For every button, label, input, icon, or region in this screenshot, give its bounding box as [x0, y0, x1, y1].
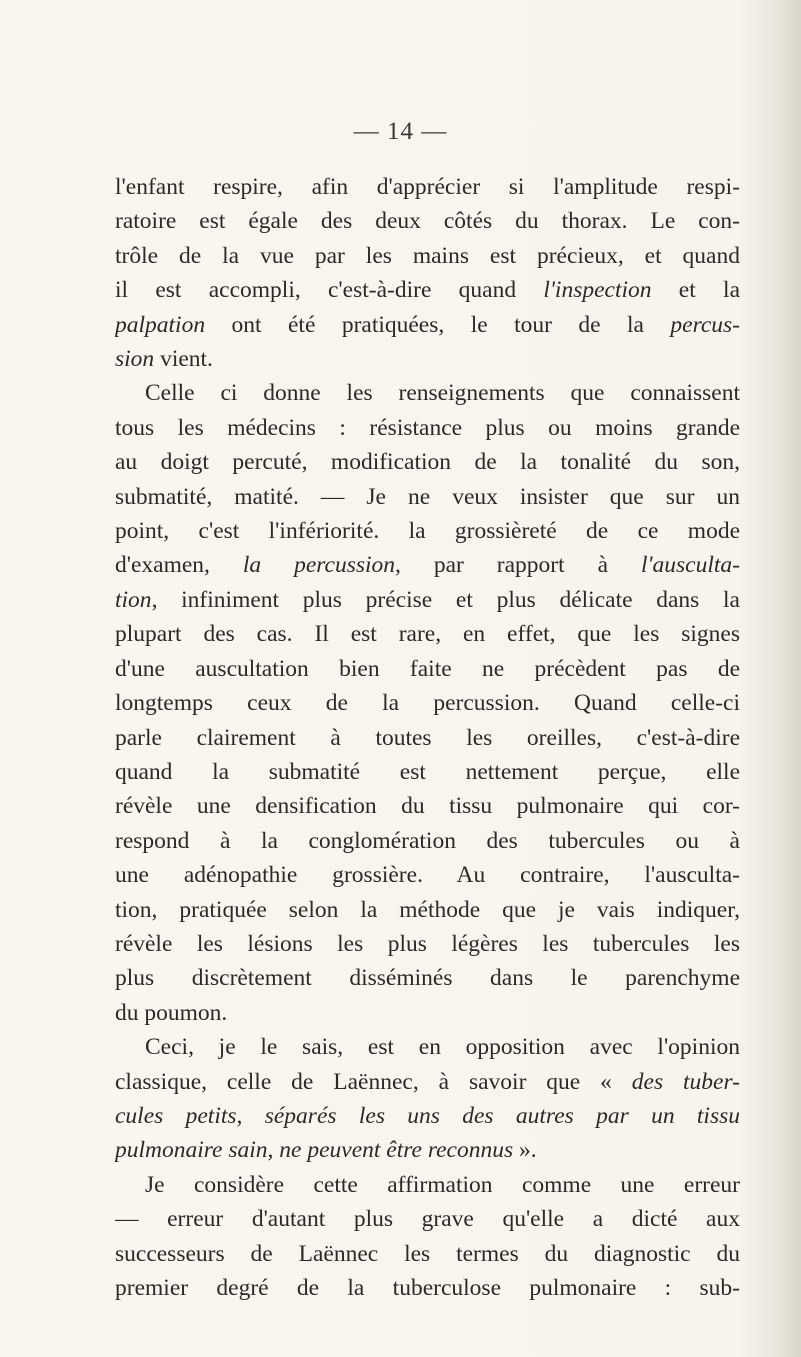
text-run: vient.: [154, 346, 213, 373]
text-run: point, c'est l'infériorité. la grossièreté de ce mode: [115, 518, 740, 545]
body-text: [115, 170, 740, 1305]
text-run: tous les médecins : résistance plus ou moins grande: [115, 414, 740, 441]
italic-run: cules petits: [115, 1102, 237, 1129]
italic-run: pulmonaire sain: [115, 1137, 268, 1164]
text-run: Je considère cette affirmation comme une erreur: [145, 1171, 740, 1198]
text-line: [115, 1030, 740, 1064]
text-line: [115, 652, 740, 686]
italic-run: séparés les uns des autres par un tissu: [264, 1102, 740, 1129]
text-line: [115, 686, 740, 720]
text-run: ratoire est égale des deux côtés du thorax. Le con-: [115, 208, 740, 235]
italic-run: l'inspection: [543, 277, 652, 304]
text-run: respond à la conglomération des tubercules ou à: [115, 827, 740, 854]
text-line: [115, 1133, 740, 1167]
text-run: longtemps ceux de la percussion. Quand celle-ci: [115, 690, 740, 717]
text-run: plupart des cas. Il est rare, en effet, que les signes: [115, 621, 740, 648]
text-line: [115, 927, 740, 961]
text-line: [115, 996, 740, 1030]
text-line: [115, 721, 740, 755]
text-line: [115, 1099, 740, 1133]
text-run: ,: [236, 1102, 265, 1129]
text-run: parle clairement à toutes les oreilles, c'est-à-dire: [115, 724, 740, 751]
text-run: quand la submatité est nettement perçue, elle: [115, 758, 740, 785]
text-run: — erreur d'autant plus grave qu'elle a dicté aux: [115, 1206, 740, 1233]
text-run: du poumon.: [115, 999, 228, 1026]
text-run: au doigt percuté, modification de la tonalité du son,: [115, 449, 740, 476]
text-line: [115, 789, 740, 823]
text-run: il est accompli, c'est-à-dire quand: [115, 277, 544, 304]
italic-run: sion: [115, 346, 155, 373]
italic-run: palpation: [115, 311, 206, 338]
text-line: [115, 273, 740, 307]
text-line: [115, 204, 740, 238]
italic-run: tion: [115, 586, 152, 613]
text-run: l'enfant respire, afin d'apprécier si l'amplitude respi-: [115, 174, 740, 200]
text-line: [115, 1065, 740, 1099]
text-line: [115, 342, 740, 376]
text-line: [115, 617, 740, 651]
text-line: [115, 445, 740, 479]
text-run: plus discrètement disséminés dans le parenchyme: [115, 965, 740, 992]
text-run: d'examen,: [115, 552, 243, 579]
text-line: [115, 239, 740, 273]
text-line: [115, 514, 740, 548]
text-run: Celle ci donne les renseignements que connaissent: [145, 380, 740, 407]
text-line: [115, 1202, 740, 1236]
text-run: classique, celle de Laënnec, à savoir que «: [115, 1068, 632, 1095]
page-number: — 14 —: [353, 118, 448, 145]
text-line: [115, 548, 740, 582]
text-line: [115, 170, 740, 204]
text-run: , infiniment plus précise et plus délicate dans la: [151, 586, 740, 613]
text-line: [115, 893, 740, 927]
text-run: Ceci, je le sais, est en opposition avec l'opinion: [145, 1034, 740, 1061]
text-run: révèle les lésions les plus légères les tubercules les: [115, 930, 740, 957]
italic-run: la percussion: [242, 552, 396, 579]
text-run: d'une auscultation bien faite ne précèdent pas de: [115, 655, 740, 682]
text-run: trôle de la vue par les mains est précieux, et quand: [115, 242, 740, 269]
text-line: [115, 755, 740, 789]
text-line: [115, 961, 740, 995]
text-line: [115, 583, 740, 617]
text-line: [115, 1237, 740, 1271]
text-run: premier degré de la tuberculose pulmonaire : sub-: [115, 1275, 740, 1301]
text-line: [115, 480, 740, 514]
text-line: [115, 411, 740, 445]
text-run: submatité, matité. — Je ne veux insister que sur un: [115, 483, 740, 510]
text-run: successeurs de Laënnec les termes du diagnostic du: [115, 1240, 740, 1267]
text-line: [115, 824, 740, 858]
italic-run: ne peuvent être reconnus: [279, 1137, 514, 1164]
text-run: révèle une densification du tissu pulmonaire qui cor-: [115, 793, 740, 820]
italic-run: des tuber-: [631, 1068, 740, 1095]
text-run: ».: [513, 1137, 537, 1164]
text-run: , par rapport à: [395, 552, 641, 579]
italic-run: percus-: [670, 311, 740, 338]
text-run: et la: [651, 277, 740, 304]
text-run: ,: [267, 1137, 280, 1164]
text-run: une adénopathie grossière. Au contraire, l'ausculta-: [115, 862, 740, 889]
italic-run: l'ausculta-: [640, 552, 740, 579]
text-line: [115, 1271, 740, 1305]
text-run: tion, pratiquée selon la méthode que je vais indiquer,: [115, 896, 740, 923]
text-run: ont été pratiquées, le tour de la: [205, 311, 671, 338]
text-line: [115, 1168, 740, 1202]
text-line: [115, 858, 740, 892]
text-line: [115, 308, 740, 342]
text-line: [115, 376, 740, 410]
